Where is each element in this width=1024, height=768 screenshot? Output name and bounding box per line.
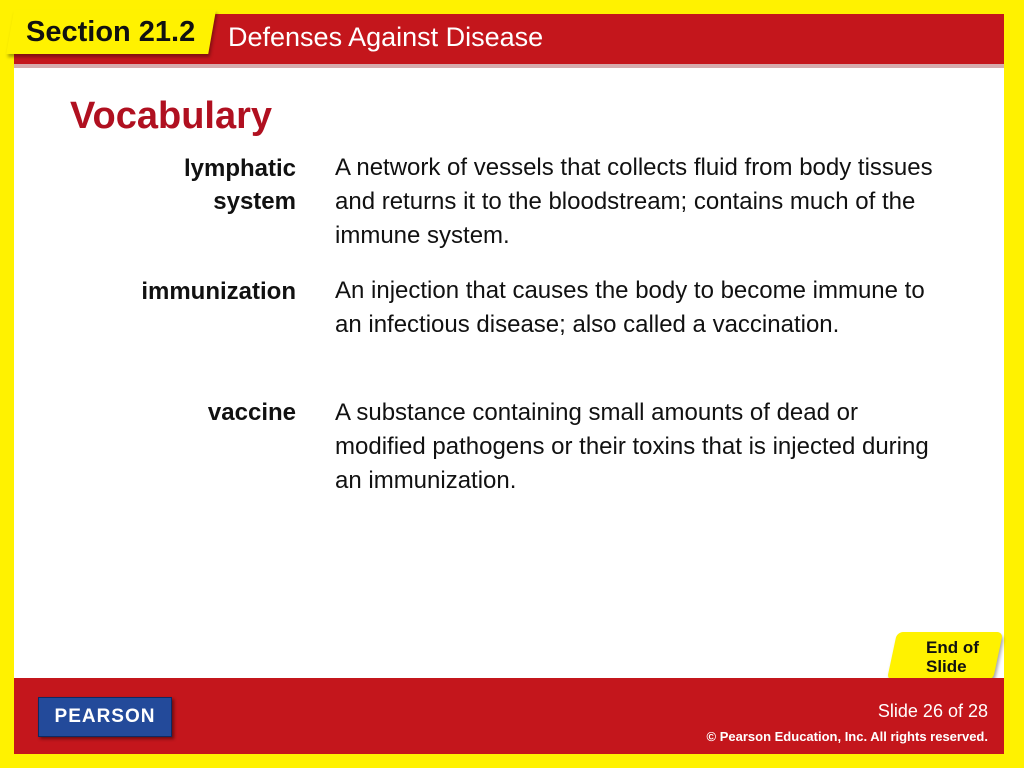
end-of-slide-label	[926, 638, 979, 676]
definition-immunization: An injection that causes the body to become immune to an infectious disease; also called a vaccination.	[335, 277, 925, 338]
term-line: lymphatic	[183, 155, 296, 182]
pearson-logo-text: PEARSON	[54, 706, 156, 727]
section-label: Section 21.2	[26, 16, 196, 48]
header-shadow	[14, 64, 1004, 68]
term-line: vaccine	[207, 399, 296, 426]
term-immunization	[96, 275, 296, 308]
slide-title: Vocabulary	[70, 95, 273, 137]
definition-vaccine: A substance containing small amounts of dead or modified pathogens or their toxins that is injected during an immunization.	[335, 399, 929, 494]
term-line: immunization	[141, 278, 296, 305]
header-title: Defenses Against Disease	[228, 22, 544, 52]
end-of-slide-line: End of	[926, 638, 979, 657]
pearson-logo	[38, 697, 172, 737]
copyright-notice: © Pearson Education, Inc. All rights reserved.	[706, 729, 988, 744]
term-lymphatic-system	[96, 152, 296, 218]
term-vaccine	[96, 396, 296, 429]
end-of-slide-button[interactable]	[886, 632, 1004, 682]
term-line: system	[213, 188, 296, 215]
slide-number: Slide 26 of 28	[877, 701, 988, 721]
end-of-slide-line: Slide	[926, 657, 967, 676]
definition-lymphatic-system: A network of vessels that collects fluid from body tissues and returns it to the bloodstream; contains much of the immune system.	[335, 154, 933, 249]
